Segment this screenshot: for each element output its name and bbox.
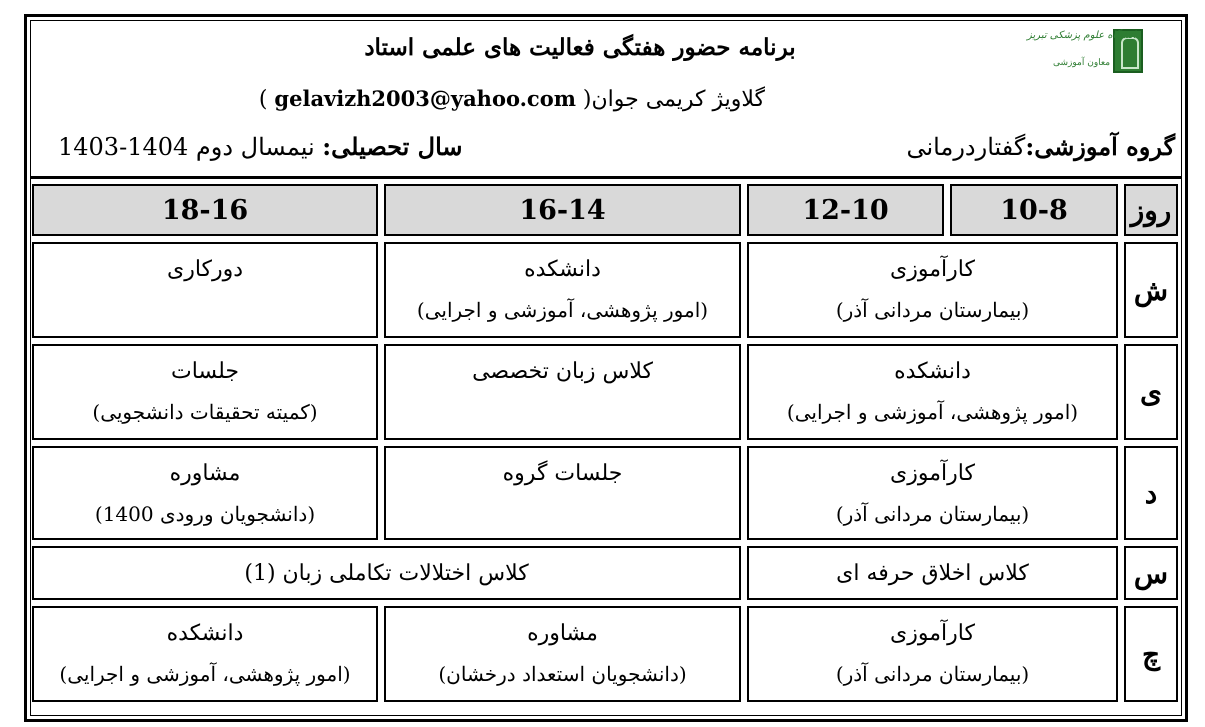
wed-slot-16-18 [32, 606, 378, 702]
slot-main: کارآموزی [890, 621, 975, 646]
sun-slot-morning [747, 344, 1118, 440]
wed-slot-14-16 [384, 606, 741, 702]
day-wednesday: چ [1124, 606, 1178, 702]
teacher-name: گلاویژ کریمی جوان [591, 87, 765, 112]
slot-main: دانشکده [166, 621, 244, 646]
slot-sub: (امور پژوهشی، آموزشی و اجرایی) [416, 298, 709, 322]
day-sunday: ی [1124, 344, 1178, 440]
slot-sub: (کمیته تحقیقات دانشجویی) [92, 400, 318, 424]
year-info [58, 132, 463, 161]
slot-main: کارآموزی [890, 461, 975, 486]
slot-sub: (بیمارستان مردانی آذر) [835, 662, 1030, 686]
sun-slot-14-16 [384, 344, 741, 440]
slot-sub: (دانشجویان استعداد درخشان) [438, 662, 687, 686]
day-monday: د [1124, 446, 1178, 540]
mon-slot-16-18 [32, 446, 378, 540]
slot-main: کلاس اختلالات تکاملی زبان (1) [244, 560, 529, 586]
sat-slot-16-18 [32, 242, 378, 338]
mon-slot-morning [747, 446, 1118, 540]
year-label: سال تحصیلی: [322, 132, 463, 161]
slot-main: کلاس اخلاق حرفه ای [836, 560, 1029, 586]
col-header-16-18: 18-16 [32, 184, 378, 236]
header-divider [30, 176, 1182, 179]
slot-sub: (امور پژوهشی، آموزشی و اجرایی) [59, 662, 351, 686]
slot-main: جلسات گروه [502, 461, 623, 486]
university-logo [1025, 26, 1150, 84]
tue-slot-afternoon [32, 546, 741, 600]
logo-text-line2: معاون آموزشی [1053, 58, 1111, 68]
slot-main: دانشکده [894, 359, 971, 384]
col-header-8-10: 10-8 [950, 184, 1118, 236]
col-day-header: روز [1124, 184, 1178, 236]
slot-main: دورکاری [166, 257, 244, 282]
year-value: نیمسال دوم 1404-1403 [58, 133, 315, 161]
slot-main: دانشکده [524, 257, 601, 282]
day-saturday: ش [1124, 242, 1178, 338]
col-header-14-16: 16-14 [384, 184, 741, 236]
teacher-line: گلاویژ کریمی جوان( gelavizh2003@yahoo.com ) [258, 86, 765, 112]
slot-sub: (بیمارستان مردانی آذر) [835, 298, 1030, 322]
wed-slot-morning [747, 606, 1118, 702]
logo-text-line1: دانشگاه علوم پزشکی تبریز [1027, 30, 1141, 41]
group-info [906, 132, 1175, 161]
group-value: گفتاردرمانی [906, 133, 1026, 161]
day-tuesday: س [1124, 546, 1178, 600]
page-title: برنامه حضور هفتگی فعالیت های علمی استاد [364, 34, 796, 61]
slot-main: جلسات [171, 359, 239, 384]
tue-slot-morning [747, 546, 1118, 600]
slot-main: کلاس زبان تخصصی [472, 359, 653, 384]
sun-slot-16-18 [32, 344, 378, 440]
slot-sub: (دانشجویان ورودی 1400) [94, 502, 316, 526]
slot-sub: (بیمارستان مردانی آذر) [835, 502, 1030, 526]
slot-main: کارآموزی [890, 257, 975, 282]
group-label: گروه آموزشی: [1025, 132, 1175, 161]
slot-sub: (امور پژوهشی، آموزشی و اجرایی) [786, 400, 1079, 424]
mon-slot-14-16 [384, 446, 741, 540]
sat-slot-14-16 [384, 242, 741, 338]
slot-main: مشاوره [527, 621, 598, 646]
col-header-10-12: 12-10 [747, 184, 944, 236]
teacher-email: gelavizh2003@yahoo.com [274, 86, 576, 111]
sat-slot-morning [747, 242, 1118, 338]
slot-main: مشاوره [169, 461, 241, 486]
